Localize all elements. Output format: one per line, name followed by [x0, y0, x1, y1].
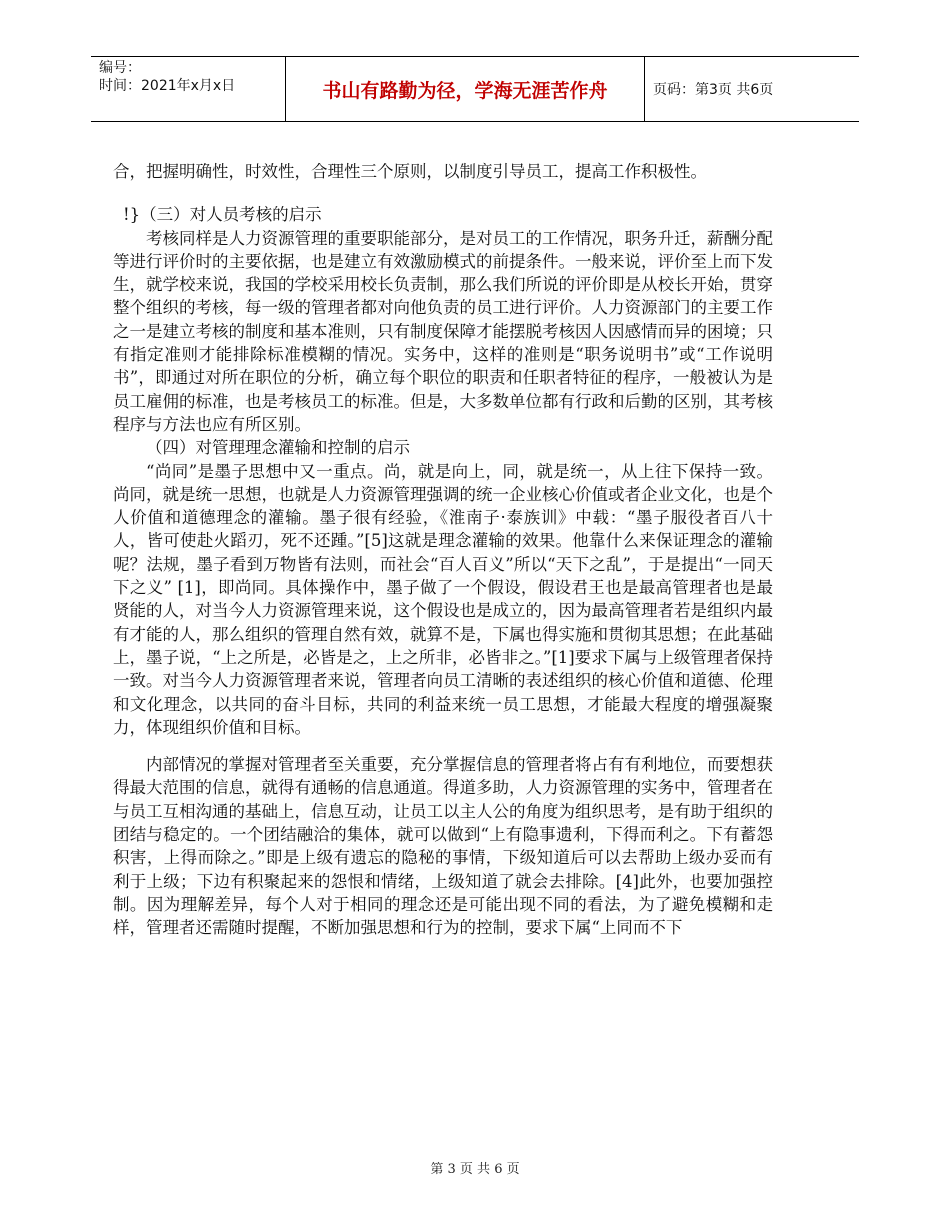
document-body — [113, 160, 773, 940]
paragraph-shangtong: “尚同”是墨子思想中又一重点。尚，就是向上，同，就是统一，从上往下保持一致。尚同，就是统一思想，也就是人力资源管理强调的统一企业核心价值或者企业文化，也是个人价值和道德理念的灌输。墨子很有经验，《淮南子·泰族训》中载：“墨子服役者百八十人，皆可使赴火蹈刃，死不还踵。”[5]这就是理念灌输的效果。他靠什么来保证理念的灌输呢？法规，墨子看到万物皆有法则，而社会“百人百义”所以“天下之乱”，于是提出“一同天下之义” [1]，即尚同。具体操作中，墨子做了一个假设，假设君王也是最高管理者也是最贤能的人，对当今人力资源管理来说，这个假设也是成立的，因为最高管理者若是组织内最有才能的人，那么组织的管理自然有效，就算不是，下属也得实施和贯彻其思想；在此基础上，墨子说，“上之所是，必皆是之，上之所非，必皆非之。”[1]要求下属与上级管理者保持一致。对当今人力资源管理者来说，管理者向员工清晰的表述组织的核心价值和道德、伦理和文化理念，以共同的奋斗目标，共同的利益来统一员工思想，才能最大程度的增强凝聚力，体现组织价值和目标。 — [113, 461, 773, 737]
section-heading-3: !}（三）对人员考核的启示 — [123, 205, 322, 225]
header-motto: 书山有路勤为径，学海无涯苦作舟 — [285, 57, 645, 121]
section-heading-4: （四）对管理理念灌输和控制的启示 — [146, 438, 410, 458]
page-header — [91, 56, 859, 122]
paragraph-assessment: 考核同样是人力资源管理的重要职能部分，是对员工的工作情况，职务升迁，薪酬分配等进行评价时的主要依据，也是建立有效激励模式的前提条件。一般来说，评价至上而下发生，就学校来说，我国的学校采用校长负责制，那么我们所说的评价即是从校长开始，贯穿整个组织的考核，每一级的管理者都对向他负责的员工进行评价。人力资源部门的主要工作之一是建立考核的制度和基本准则，只有制度保障才能摆脱考核因人因感情而异的困境；只有指定准则才能排除标准模糊的情况。实务中，这样的准则是“职务说明书”或“工作说明书”，即通过对所在职位的分析，确立每个职位的职责和任职者特征的程序，一般被认为是员工雇佣的标准，也是考核员工的标准。但是，大多数单位都有行政和后勤的区别，其考核程序与方法也应有所区别。 — [113, 228, 773, 434]
page-footer: 第 3 页 共 6 页 — [430, 1162, 520, 1177]
document-time-label: 时间：2021年x月x日 — [99, 78, 236, 94]
paragraph-continuation: 合，把握明确性，时效性，合理性三个原则，以制度引导员工，提高工作积极性。 — [113, 162, 707, 181]
header-meta — [99, 59, 285, 95]
paragraph-internal-info: 内部情况的掌握对管理者至关重要，充分掌握信息的管理者将占有有利地位，而要想获得最大范围的信息，就得有通畅的信息通道。得道多助，人力资源管理的实务中，管理者在与员工互相沟通的基础上，信息互动，让员工以主人公的角度为组织思考，是有助于组织的团结与稳定的。一个团结融洽的集体，就可以做到“上有隐事遗利，下得而利之。下有蓄怨积害，上得而除之。”即是上级有遗忘的隐秘的事情，下级知道后可以去帮助上级办妥而有利于上级；下边有积聚起来的怨恨和情绪，上级知道了就会去排除。[4]此外，也要加强控制。因为理解差异，每个人对于相同的理念还是可能出现不同的看法，为了避免模糊和走样，管理者还需随时提醒，不断加强思想和行为的控制，要求下属“上同而不下 — [113, 755, 773, 938]
document-number-label: 编号： — [99, 60, 141, 76]
header-page-info: 页码：第3页 共6页 — [653, 82, 774, 98]
